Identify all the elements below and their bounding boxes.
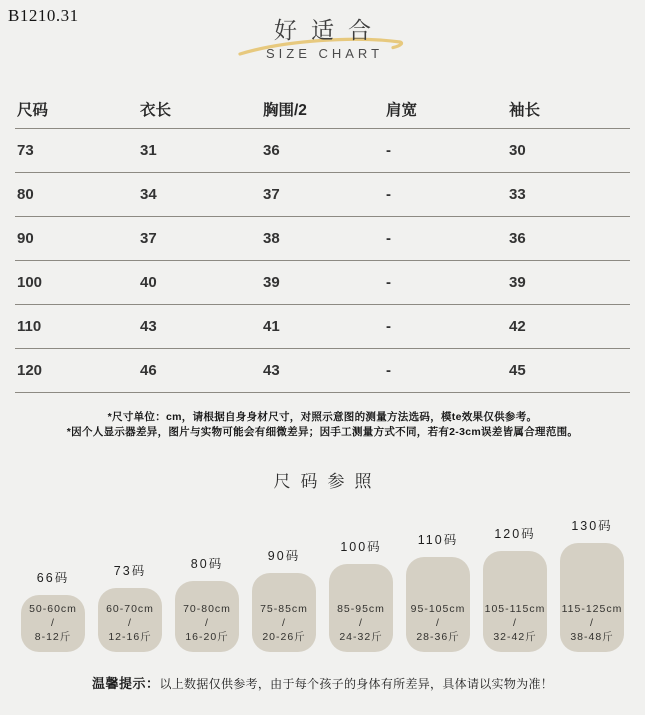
table-row (15, 128, 630, 172)
table-cell: - (384, 260, 507, 304)
table-header-cell: 袖长 (507, 90, 630, 128)
size-table-head (15, 90, 630, 128)
table-cell: 37 (261, 172, 384, 216)
table-header-cell: 尺码 (15, 90, 138, 128)
block-divider: / (359, 616, 363, 629)
block-cm-range: 60-70cm (106, 602, 154, 615)
table-header-cell: 衣长 (138, 90, 261, 128)
size-reference-chart (0, 502, 645, 652)
table-cell: 31 (138, 128, 261, 172)
size-reference-column (252, 546, 316, 652)
block-cm-range: 105-115cm (484, 602, 546, 615)
block-jin-range: 38-48斤 (570, 630, 614, 643)
block-cm-range: 75-85cm (260, 602, 308, 615)
table-cell: 43 (138, 304, 261, 348)
size-reference-column (98, 561, 162, 652)
block-divider: / (128, 616, 132, 629)
table-row (15, 304, 630, 348)
size-label: 80码 (190, 556, 224, 571)
table-cell: 36 (261, 128, 384, 172)
size-block (406, 557, 470, 652)
block-divider: / (590, 616, 594, 629)
table-row (15, 172, 630, 216)
footer-note-prefix: 温馨提示： (91, 675, 160, 691)
table-cell: 110 (15, 304, 138, 348)
brand-subtitle: SIZE CHART (265, 46, 384, 61)
size-label: 90码 (267, 548, 301, 563)
brand-name: 好适合 (274, 17, 385, 43)
table-cell: 33 (507, 172, 630, 216)
block-jin-range: 16-20斤 (185, 630, 229, 643)
table-cell: 37 (138, 216, 261, 260)
size-table (15, 90, 630, 393)
block-jin-range: 8-12斤 (34, 630, 72, 643)
block-divider: / (513, 616, 517, 629)
size-reference-column (560, 516, 624, 652)
size-table-body (15, 128, 630, 392)
table-cell: - (384, 128, 507, 172)
brand-logo (0, 12, 645, 61)
table-cell: 36 (507, 216, 630, 260)
size-block (329, 564, 393, 652)
table-cell: 90 (15, 216, 138, 260)
table-header-row (15, 90, 630, 128)
size-block (175, 581, 239, 652)
table-cell: - (384, 304, 507, 348)
table-cell: 73 (15, 128, 138, 172)
size-reference-column (175, 554, 239, 652)
size-reference-title: 尺码参照 (273, 471, 382, 491)
table-cell: 45 (507, 348, 630, 392)
size-block (560, 543, 624, 652)
table-cell: 34 (138, 172, 261, 216)
block-cm-range: 85-95cm (337, 602, 385, 615)
table-header-cell: 胸围/2 (261, 90, 384, 128)
block-cm-range: 70-80cm (183, 602, 231, 615)
header (0, 0, 645, 88)
table-cell: - (384, 348, 507, 392)
block-jin-range: 24-32斤 (339, 630, 383, 643)
table-cell: 30 (507, 128, 630, 172)
size-block (483, 551, 547, 652)
block-jin-range: 20-26斤 (262, 630, 306, 643)
size-block (252, 573, 316, 652)
size-label: 73码 (113, 563, 147, 578)
table-row (15, 216, 630, 260)
size-label: 120码 (494, 526, 536, 541)
table-cell: 100 (15, 260, 138, 304)
size-block (98, 588, 162, 652)
size-notes (0, 410, 645, 440)
table-cell: 39 (507, 260, 630, 304)
size-label: 100码 (340, 539, 382, 554)
block-jin-range: 32-42斤 (493, 630, 537, 643)
table-cell: 42 (507, 304, 630, 348)
table-row (15, 348, 630, 392)
size-note-line: *尺寸单位：cm，请根据自身身材尺寸，对照示意图的测量方法选码，模te效果仅供参考。 (107, 410, 538, 423)
block-jin-range: 28-36斤 (416, 630, 460, 643)
block-divider: / (51, 616, 55, 629)
table-cell: 39 (261, 260, 384, 304)
block-divider: / (205, 616, 209, 629)
block-cm-range: 115-125cm (561, 602, 623, 615)
size-reference-column (406, 530, 470, 652)
table-cell: 38 (261, 216, 384, 260)
block-cm-range: 95-105cm (410, 602, 466, 615)
block-divider: / (436, 616, 440, 629)
size-reference-column (329, 537, 393, 652)
size-label: 130码 (571, 518, 613, 533)
size-label: 110码 (417, 532, 459, 547)
table-cell: - (384, 216, 507, 260)
block-cm-range: 50-60cm (29, 602, 77, 615)
table-cell: - (384, 172, 507, 216)
size-block (21, 595, 85, 652)
size-note-line: *因个人显示器差异，图片与实物可能会有细微差异；因手工测量方式不同，若有2-3cm误差皆属合理范围。 (66, 425, 579, 438)
block-divider: / (282, 616, 286, 629)
size-label: 66码 (36, 570, 70, 585)
table-cell: 120 (15, 348, 138, 392)
table-header-cell: 肩宽 (384, 90, 507, 128)
size-reference-column (483, 524, 547, 652)
table-row (15, 260, 630, 304)
table-cell: 40 (138, 260, 261, 304)
footer-note (0, 673, 645, 693)
table-cell: 43 (261, 348, 384, 392)
product-code: B1210.31 (8, 6, 79, 25)
size-reference-column (21, 568, 85, 652)
table-cell: 80 (15, 172, 138, 216)
footer-note-text: 以上数据仅供参考，由于每个孩子的身体有所差异，具体请以实物为准！ (159, 676, 554, 691)
block-jin-range: 12-16斤 (108, 630, 152, 643)
table-cell: 46 (138, 348, 261, 392)
table-cell: 41 (261, 304, 384, 348)
